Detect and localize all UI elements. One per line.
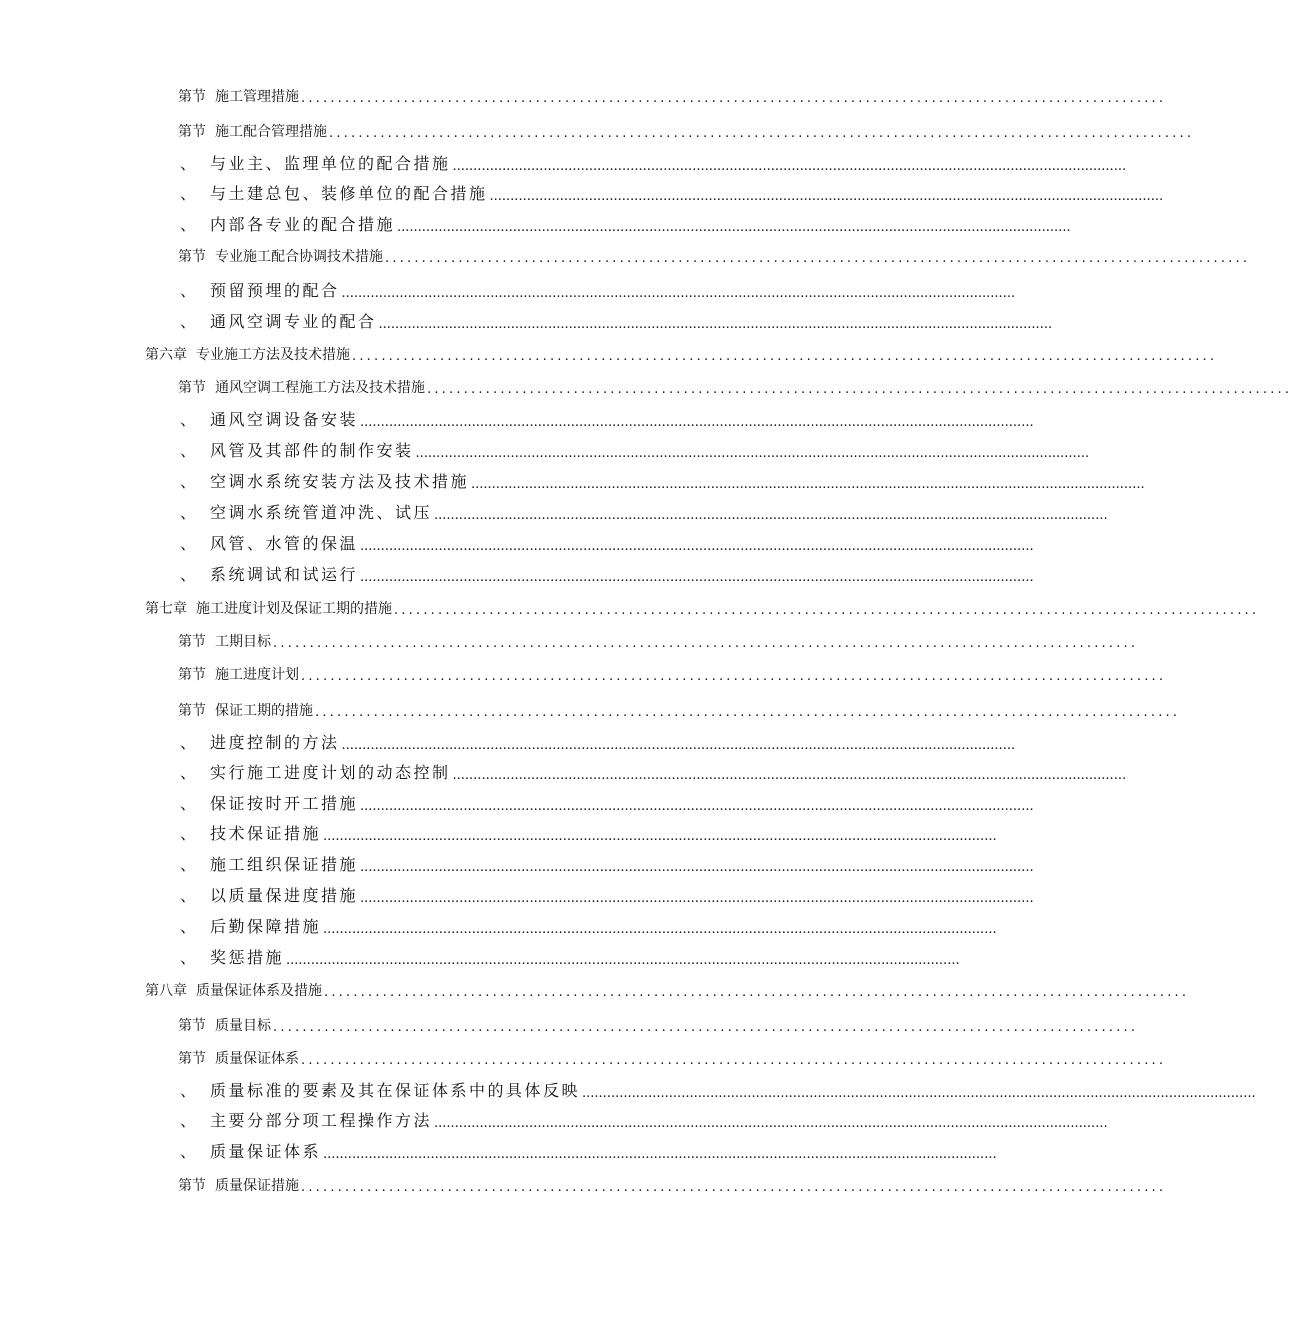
toc-entry-item[interactable]: [180, 729, 1016, 753]
toc-entry-item[interactable]: [180, 150, 1127, 174]
toc-dot-leader: ......................................................................................................................: [301, 1053, 1167, 1068]
toc-dot-leader: ...................................................................................................................................................................: [360, 860, 1034, 875]
toc-entry-number: 、: [180, 154, 197, 173]
toc-entry-title: 空调水系统安装方法及技术措施: [210, 472, 470, 491]
toc-entry-title: 质量保证体系: [210, 1142, 322, 1161]
toc-entry-number: 第节: [178, 124, 206, 140]
toc-dot-leader: ...................................................................................................................................................................: [360, 799, 1034, 814]
toc-entry-title: 预留预埋的配合: [210, 281, 340, 300]
toc-entry-section[interactable]: [178, 117, 1195, 141]
toc-entry-title: 专业施工配合协调技术措施: [215, 249, 383, 265]
toc-entry-number: 第节: [178, 249, 206, 265]
toc-entry-title: 施工配合管理措施: [215, 124, 327, 140]
toc-dot-leader: ...................................................................................................................................................................: [452, 768, 1127, 783]
toc-entry-number: 、: [180, 824, 197, 843]
toc-entry-title: 质量标准的要素及其在保证体系中的具体反映: [210, 1081, 581, 1100]
toc-entry-number: 、: [180, 763, 197, 782]
toc-entry-title: 通风空调设备安装: [210, 410, 359, 429]
toc-entry-title: 主要分部分项工程操作方法: [210, 1111, 433, 1130]
toc-dot-leader: ......................................................................................................................: [315, 705, 1181, 720]
toc-entry-number: 第节: [178, 380, 206, 396]
toc-entry-item[interactable]: [180, 759, 1127, 783]
toc-entry-number: 、: [180, 886, 197, 905]
toc-entry-item[interactable]: [180, 1138, 997, 1162]
toc-entry-title: 工期目标: [215, 634, 271, 650]
toc-entry-title: 专业施工方法及技术措施: [196, 347, 350, 363]
toc-entry-number: 第节: [178, 1051, 206, 1067]
toc-entry-section[interactable]: [178, 1011, 1139, 1035]
toc-entry-number: 、: [180, 472, 197, 491]
toc-dot-leader: ...................................................................................................................................................................: [378, 317, 1053, 332]
toc-dot-leader: ...................................................................................................................................................................: [489, 189, 1164, 204]
toc-dot-leader: ...................................................................................................................................................................: [397, 220, 1071, 235]
toc-dot-leader: ......................................................................................................................: [324, 985, 1190, 1000]
toc-entry-title: 保证按时开工措施: [210, 794, 359, 813]
toc-entry-number: 、: [180, 733, 197, 752]
toc-entry-number: 第节: [178, 1018, 206, 1034]
toc-entry-title: 质量保证体系: [215, 1051, 299, 1067]
toc-entry-title: 内部各专业的配合措施: [210, 215, 396, 234]
toc-entry-item[interactable]: [180, 944, 960, 968]
toc-entry-number: 、: [180, 312, 197, 331]
toc-entry-item[interactable]: [180, 1077, 1256, 1101]
toc-entry-number: 第节: [178, 89, 206, 105]
toc-dot-leader: ...................................................................................................................................................................: [360, 891, 1034, 906]
toc-entry-number: 第节: [178, 703, 206, 719]
toc-dot-leader: ...................................................................................................................................................................: [341, 738, 1016, 753]
toc-dot-leader: ...................................................................................................................................................................: [360, 570, 1034, 585]
toc-dot-leader: ...................................................................................................................................................................: [452, 159, 1127, 174]
toc-entry-number: 、: [180, 917, 197, 936]
toc-dot-leader: ......................................................................................................................: [329, 126, 1195, 141]
toc-entry-number: 、: [180, 281, 197, 300]
toc-entry-section[interactable]: [178, 1171, 1167, 1195]
toc-entry-item[interactable]: [180, 180, 1164, 204]
toc-entry-title: 通风空调专业的配合: [210, 312, 377, 331]
toc-dot-leader: ......................................................................................................................: [394, 603, 1260, 618]
toc-entry-title: 通风空调工程施工方法及技术措施: [215, 380, 425, 396]
toc-dot-leader: ......................................................................................................................: [301, 91, 1167, 106]
toc-entry-title: 空调水系统管道冲洗、试压: [210, 503, 433, 522]
toc-entry-section[interactable]: [178, 242, 1251, 266]
toc-dot-leader: ......................................................................................................................: [273, 636, 1139, 651]
toc-entry-number: 、: [180, 855, 197, 874]
toc-dot-leader: ...................................................................................................................................................................: [415, 446, 1090, 461]
toc-entry-title: 风管、水管的保温: [210, 534, 359, 553]
toc-entry-section[interactable]: [178, 82, 1167, 106]
toc-entry-item[interactable]: [180, 790, 1034, 814]
toc-entry-number: 第七章: [145, 601, 187, 617]
toc-entry-title: 施工进度计划及保证工期的措施: [196, 601, 392, 617]
toc-entry-number: 第八章: [145, 983, 187, 999]
toc-dot-leader: ...................................................................................................................................................................: [323, 922, 997, 937]
toc-entry-item[interactable]: [180, 913, 997, 937]
toc-entry-section[interactable]: [178, 627, 1139, 651]
toc-entry-number: 、: [180, 410, 197, 429]
toc-dot-leader: ...................................................................................................................................................................: [360, 539, 1034, 554]
toc-entry-item[interactable]: [180, 406, 1034, 430]
toc-entry-number: 、: [180, 441, 197, 460]
toc-entry-title: 技术保证措施: [210, 824, 322, 843]
toc-entry-title: 风管及其部件的制作安装: [210, 441, 414, 460]
toc-entry-section[interactable]: [178, 660, 1167, 684]
toc-entry-number: 第节: [178, 634, 206, 650]
toc-entry-section[interactable]: [178, 696, 1181, 720]
toc-entry-section[interactable]: [178, 1044, 1167, 1068]
toc-dot-leader: ......................................................................................................................: [301, 669, 1167, 684]
toc-entry-section[interactable]: [178, 373, 1292, 397]
toc-entry-number: 、: [180, 1142, 197, 1161]
toc-dot-leader: ...................................................................................................................................................................: [434, 508, 1108, 523]
toc-entry-chapter[interactable]: [145, 594, 1260, 618]
toc-dot-leader: ...................................................................................................................................................................: [323, 829, 997, 844]
toc-entry-item[interactable]: [180, 211, 1071, 235]
toc-dot-leader: ......................................................................................................................: [385, 251, 1251, 266]
toc-dot-leader: ...................................................................................................................................................................: [360, 415, 1034, 430]
toc-entry-item[interactable]: [180, 882, 1034, 906]
toc-entry-title: 与业主、监理单位的配合措施: [210, 154, 451, 173]
toc-entry-title: 保证工期的措施: [215, 703, 313, 719]
toc-dot-leader: ...................................................................................................................................................................: [341, 286, 1016, 301]
toc-entry-item[interactable]: [180, 530, 1034, 554]
toc-dot-leader: ...................................................................................................................................................................: [323, 1147, 997, 1162]
toc-entry-title: 奖惩措施: [210, 948, 285, 967]
toc-entry-title: 质量保证体系及措施: [196, 983, 322, 999]
toc-entry-number: 、: [180, 1111, 197, 1130]
toc-dot-leader: ...................................................................................................................................................................: [434, 1116, 1108, 1131]
toc-entry-title: 与土建总包、装修单位的配合措施: [210, 184, 488, 203]
toc-entry-number: 第节: [178, 667, 206, 683]
toc-entry-title: 后勤保障措施: [210, 917, 322, 936]
toc-entry-item[interactable]: [180, 851, 1034, 875]
toc-entry-item[interactable]: [180, 820, 997, 844]
toc-entry-chapter[interactable]: [145, 340, 1218, 364]
toc-entry-number: 、: [180, 215, 197, 234]
toc-entry-item[interactable]: [180, 1107, 1108, 1131]
toc-entry-number: 、: [180, 565, 197, 584]
toc-dot-leader: ......................................................................................................................: [273, 1020, 1139, 1035]
toc-entry-title: 质量目标: [215, 1018, 271, 1034]
toc-dot-leader: ...................................................................................................................................................................: [582, 1086, 1256, 1101]
toc-entry-title: 施工管理措施: [215, 89, 299, 105]
toc-entry-title: 施工进度计划: [215, 667, 299, 683]
toc-entry-number: 、: [180, 948, 197, 967]
toc-entry-title: 实行施工进度计划的动态控制: [210, 763, 451, 782]
toc-entry-chapter[interactable]: [145, 976, 1190, 1000]
toc-entry-title: 系统调试和试运行: [210, 565, 359, 584]
toc-dot-leader: ......................................................................................................................: [427, 382, 1292, 397]
toc-dot-leader: ...................................................................................................................................................................: [286, 953, 960, 968]
toc-entry-number: 、: [180, 534, 197, 553]
toc-entry-item[interactable]: [180, 561, 1034, 585]
toc-entry-item[interactable]: [180, 499, 1108, 523]
toc-entry-item[interactable]: [180, 468, 1145, 492]
toc-entry-item[interactable]: [180, 437, 1090, 461]
toc-entry-number: 、: [180, 794, 197, 813]
toc-entry-number: 第六章: [145, 347, 187, 363]
toc-entry-title: 施工组织保证措施: [210, 855, 359, 874]
toc-entry-item[interactable]: [180, 308, 1053, 332]
toc-entry-item[interactable]: [180, 277, 1016, 301]
toc-entry-number: 、: [180, 184, 197, 203]
toc-entry-number: 、: [180, 1081, 197, 1100]
toc-dot-leader: ......................................................................................................................: [301, 1180, 1167, 1195]
toc-dot-leader: ...................................................................................................................................................................: [471, 477, 1145, 492]
toc-entry-title: 以质量保进度措施: [210, 886, 359, 905]
toc-entry-title: 进度控制的方法: [210, 733, 340, 752]
toc-entry-title: 质量保证措施: [215, 1178, 299, 1194]
toc-entry-number: 、: [180, 503, 197, 522]
toc-entry-number: 第节: [178, 1178, 206, 1194]
toc-dot-leader: ......................................................................................................................: [352, 349, 1218, 364]
